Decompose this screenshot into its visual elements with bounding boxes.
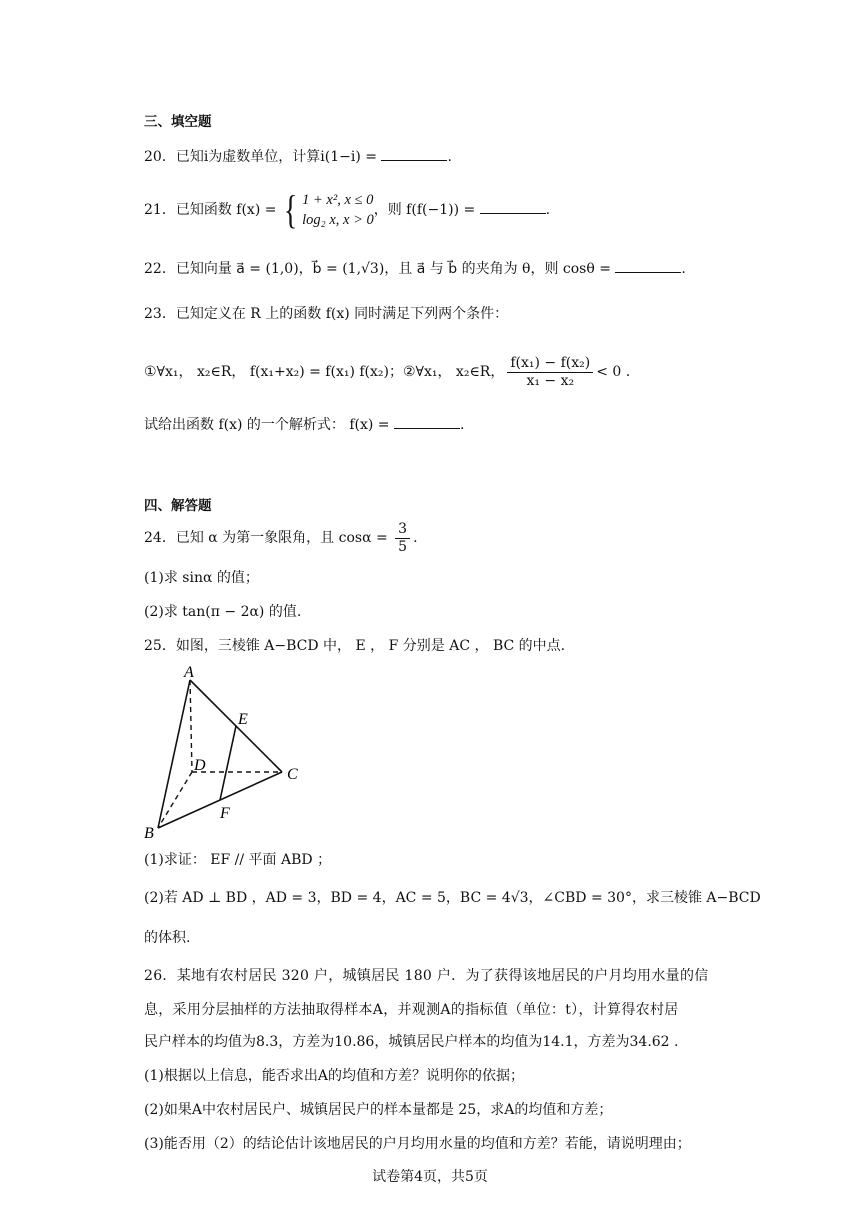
q24-end: .: [413, 530, 418, 546]
q23-ask: [144, 414, 464, 435]
edge-ab: [158, 680, 190, 828]
q21-post: ，则 f(f(−1)) =: [373, 202, 480, 218]
q20-answer-blank: [381, 146, 447, 161]
q23-conditions: [144, 350, 630, 394]
q24-number: 24．: [144, 530, 176, 546]
q23-text: 已知定义在 R 上的函数 f(x) 同时满足下列两个条件：: [175, 306, 509, 322]
q24-frac-num: 3: [395, 521, 410, 539]
edge-ad: [190, 680, 192, 772]
q20-text: 已知i为虚数单位，计算i(1−i) =: [175, 149, 382, 165]
q20-number: 20．: [144, 149, 176, 165]
question-22: [144, 258, 686, 279]
q25-part-2: (2)若 AD ⊥ BD ，AD = 3，BD = 4，AC = 5，BC = 4√3，∠CBD = 30°，求三棱锥 A−BCD: [144, 890, 761, 906]
q22-number: 22．: [144, 261, 176, 277]
q24-part-1: (1)求 sinα 的值；: [144, 570, 259, 586]
question-21: [144, 187, 551, 232]
label-d: D: [194, 757, 206, 774]
q24-frac-den: 5: [398, 538, 408, 555]
q25-part-1: (1)求证： EF // 平面 ABD ；: [144, 852, 332, 868]
q23-frac-num: f(x₁) − f(x₂): [507, 355, 593, 373]
label-c: C: [287, 766, 298, 783]
q21-end: .: [545, 202, 551, 218]
q23-ask-text: 试给出函数 f(x) 的一个解析式： f(x) =: [144, 417, 394, 433]
q23-end: .: [459, 417, 465, 433]
q26-line-1: 26．某地有农村居民 320 户，城镇居民 180 户．为了获得该地居民的户月均用水量的信: [144, 968, 709, 984]
q25-number: 25．: [144, 638, 176, 654]
q23-number: 23．: [144, 306, 176, 322]
q23-cond-end: < 0 .: [596, 364, 631, 380]
q21-case-1: 1 + x², x ≤ 0: [302, 192, 374, 208]
q26-line-2: 息，采用分层抽样的方法抽取得样本A，并观测A的指标值（单位：t），计算得农村居: [144, 1002, 679, 1018]
label-e: E: [238, 711, 248, 728]
question-25: [144, 636, 565, 656]
q21-case-2: log₂ x, x > 0: [302, 212, 374, 228]
section-title-fill-in: 三、填空题: [144, 114, 212, 130]
q25-part-2-cont: 的体积.: [144, 930, 191, 946]
q24-part-2: (2)求 tan(π − 2α) 的值.: [144, 604, 302, 620]
question-23: [144, 304, 508, 324]
q22-end: .: [681, 261, 686, 277]
question-20: [144, 146, 452, 167]
q24-fraction: [395, 521, 410, 556]
label-a: A: [184, 664, 194, 681]
tetrahedron-diagram: [140, 662, 320, 842]
q21-piecewise: [281, 187, 374, 232]
question-24: [144, 520, 418, 556]
label-b: B: [144, 825, 154, 842]
segment-ef: [220, 726, 236, 800]
label-f: F: [220, 805, 230, 822]
q23-fraction: [507, 355, 593, 390]
tetrahedron-figure: [140, 662, 320, 846]
q23-answer-blank: [394, 414, 460, 429]
q26-line-3: 民户样本的均值为8.3，方差为10.86，城镇居民户样本的均值为14.1，方差为34.62 .: [144, 1034, 679, 1050]
q20-end: .: [447, 149, 452, 165]
q21-answer-blank: [480, 199, 546, 214]
q24-pre: 已知 α 为第一象限角，且 cosα =: [175, 530, 393, 546]
q25-text: 如图，三棱锥 A−BCD 中， E ， F 分别是 AC ， BC 的中点.: [175, 638, 566, 654]
q26-part-2: (2)如果A中农村居民户、城镇居民户的样本量都是 25，求A的均值和方差；: [144, 1102, 613, 1118]
q22-answer-blank: [615, 258, 681, 273]
q21-number: 21．: [144, 202, 176, 218]
q26-part-1: (1)根据以上信息，能否求出A的均值和方差？说明你的依据；: [144, 1068, 524, 1084]
q21-pre: 已知函数 f(x) =: [175, 202, 281, 218]
page-footer: 试卷第4页，共5页: [372, 1169, 488, 1185]
piecewise-brace-icon: {: [283, 187, 298, 232]
q26-part-3: (3)能否用（2）的结论估计该地居民的户月均用水量的均值和方差？若能，请说明理由；: [144, 1136, 691, 1152]
q23-cond: ①∀x₁， x₂∈R， f(x₁+x₂) = f(x₁) f(x₂)；②∀x₁， x₂∈R，: [144, 364, 505, 380]
section-title-solve: 四、解答题: [144, 498, 212, 514]
q22-text: 已知向量 a⃗ = (1,0)，b⃗ = (1,√3)，且 a⃗ 与 b⃗ 的夹角为 θ，则 cosθ =: [175, 261, 616, 277]
q23-frac-den: x₁ − x₂: [526, 372, 575, 389]
